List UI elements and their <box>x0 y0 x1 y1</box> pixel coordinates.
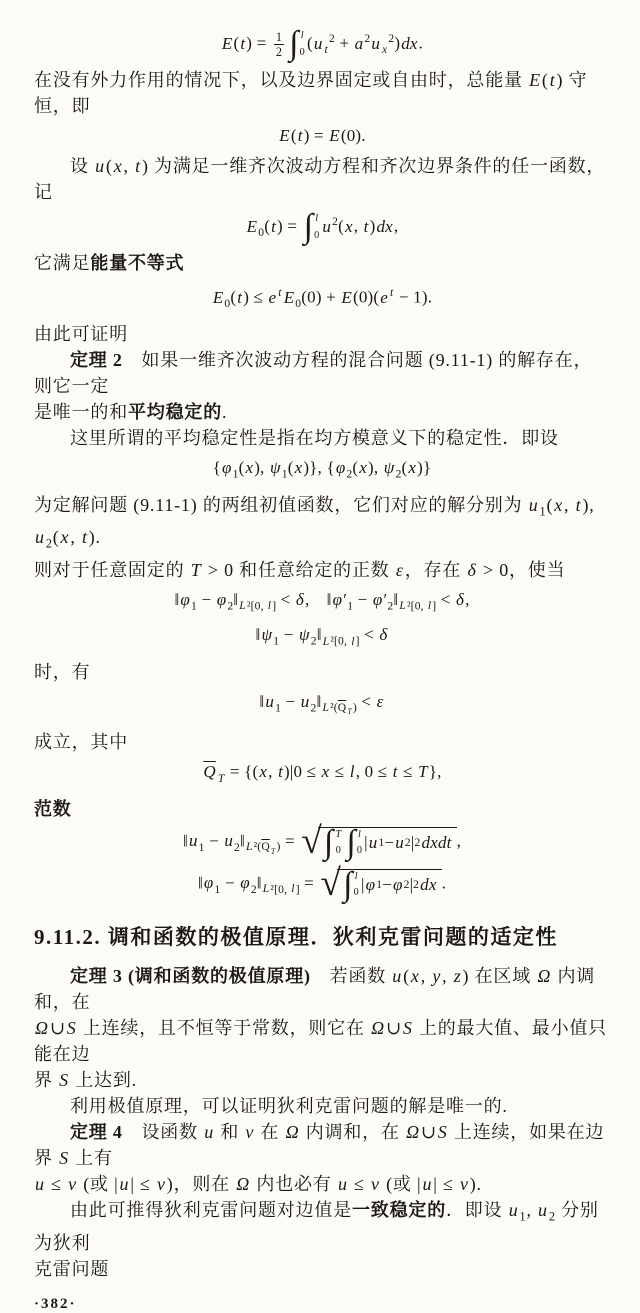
section-heading: 9.11.2. 调和函数的极值原理．狄利克雷问题的适定性 <box>34 925 558 950</box>
formula-total-energy: E(t) = $\frac{1}{2}$ ∫ l 0 (u $_t^2 + a^2u$ $_x^2$)dx. <box>221 25 424 63</box>
theorem-3-line1: 定理 3 (调和函数的极值原理) 若函数 u(x, y, z) 在区域 Ω 内调和，在 <box>34 966 596 1013</box>
paragraph-dirichlet-problem-cont: 克雷问题 <box>34 1259 110 1279</box>
formula-norm-definition-2: $‖\varphi_1$ − $\varphi_2‖_{L^2[0, l]}$ = √ ∫ l 0 | φ 1 − φ 2 | 2 dx . <box>197 862 447 904</box>
formula-delta-bounds-1: $‖\varphi_1$ − $\varphi_2‖_{L^2[0, l]} < \delta$, $‖\varphi'_1$ − $\varphi'_2‖_{L^2[0, l]} < \delta$, <box>174 589 470 613</box>
paragraph-let-u: 设 u(x, t) 为满足一维齐次波动方程和齐次边界条件的任一函数，记 <box>34 156 606 203</box>
paragraph-energy-conservation: 在没有外力作用的情况下，以及边界固定或自由时，总能量 E(t) 守恒，即 <box>34 70 588 117</box>
theorem-4-line1: 定理 4 设函数 u 和 v 在 Ω 内调和，在 Ω∪S 上连续，如果在边界 S 上有 <box>34 1122 605 1169</box>
paragraph-hence-provable: 由此可证明 <box>34 324 128 345</box>
paragraph-norm-label: 范数 <box>34 798 72 819</box>
formula-conservation: E(t) = E(0). <box>279 126 366 146</box>
paragraph-initial-functions: 为定解问题 (9.11-1) 的两组初值函数，它们对应的解分别为 $u_1(x$, t), $u_2(x$, t). <box>34 494 595 551</box>
paragraph-mean-stability: 这里所谓的平均稳定性是指在均方模意义下的稳定性．即设 <box>70 428 559 449</box>
paragraph-holds-where: 成立，其中 <box>34 732 128 753</box>
formula-initial-pairs: {$\varphi_1(x)$, $\psi_1(x)$}, {$\varphi_2(x)$, $\psi_2(x)$} <box>212 458 432 481</box>
formula-energy-inequality: $E_0(t) \le e$ $^t$ $E_0(0) + E(0)(e$ $^t$ − 1). <box>212 286 433 311</box>
paragraph-energy-inequality-label: 它满足能量不等式 <box>34 253 185 274</box>
formula-epsilon-bound: $‖u_1$ − $u_2‖_{L^2(\overline{Q}_T)} < \varepsilon$ <box>259 691 384 717</box>
page-number: ·382· <box>34 1296 77 1312</box>
formula-norm-definition-1: $‖u_1$ − $u_2‖_{L^2(\overline{Q}_T)}$ = √ ∫ T 0 ∫ l 0 | u 1 − u 2 | 2 dxdt , <box>182 820 462 862</box>
paragraph-for-any-T: 则对于任意固定的 T > 0 和任意给定的正数 ε，存在 δ > 0，使当 <box>34 559 566 580</box>
theorem-3-line3: 界 S 上达到. <box>34 1070 137 1091</box>
formula-qt-domain: $\overline{Q}$ $_T$ = {(x, t)|0 ≤ x ≤ l, 0 ≤ t ≤ T}, <box>203 762 442 785</box>
paragraph-then-have: 时，有 <box>34 661 91 682</box>
theorem-3-line2: Ω∪S 上连续，且不恒等于常数，则它在 Ω∪S 上的最大值、最小值只能在边 <box>34 1018 607 1065</box>
theorem-4-line2: u ≤ v (或 |u| ≤ v)，则在 Ω 内也必有 u ≤ v (或 |u| ≤ v). <box>35 1174 482 1195</box>
theorem-2-line1: 定理 2 如果一维齐次波动方程的混合问题 (9.11-1) 的解存在，则它一定 <box>34 350 593 397</box>
formula-delta-bounds-2: $‖\psi_1$ − $\psi_2‖_{L^2[0, l]} < \delta$ <box>255 625 388 648</box>
paragraph-uniqueness: 利用极值原理，可以证明狄利克雷问题的解是唯一的. <box>70 1096 508 1117</box>
theorem-2-line2: 是唯一的和平均稳定的. <box>34 402 228 423</box>
formula-e0-definition: $E_0(t)$ = ∫ l 0 $u^2(x$, t)dx, <box>246 208 399 246</box>
paragraph-uniform-stability: 由此可推得狄利克雷问题对边值是一致稳定的．即设 $u_1$, $u_2$ 分别为狄利 <box>34 1200 599 1253</box>
